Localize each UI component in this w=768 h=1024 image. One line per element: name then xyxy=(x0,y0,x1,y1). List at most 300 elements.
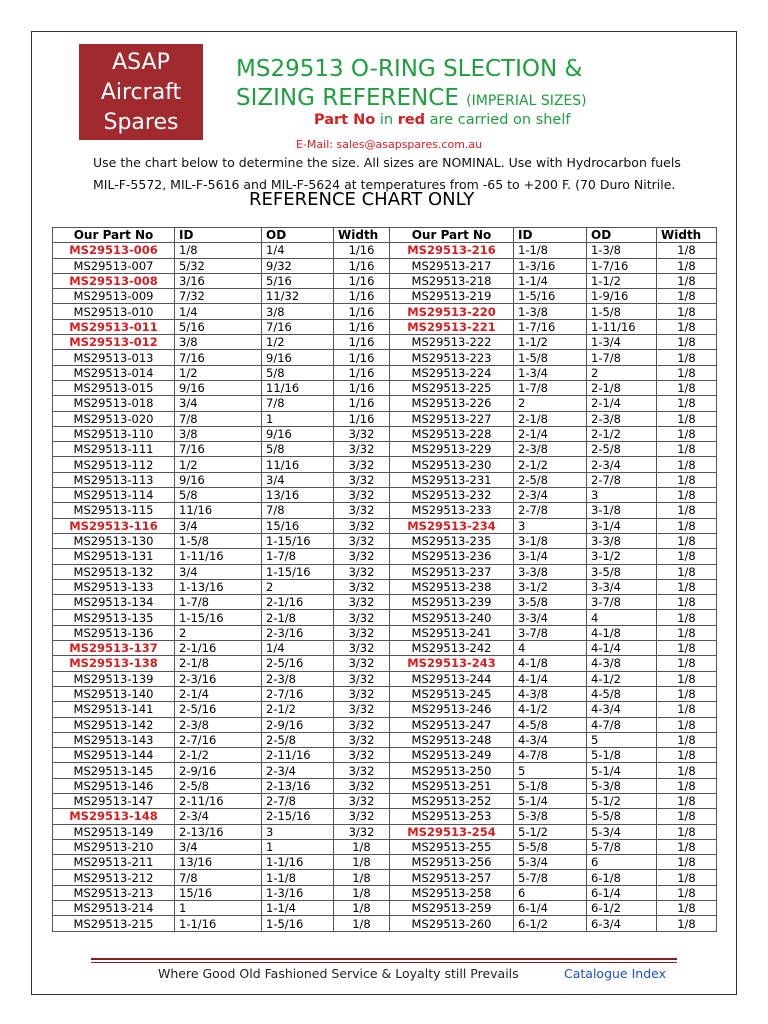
cell-od: 5/16 xyxy=(262,273,334,288)
cell-id: 1-7/16 xyxy=(514,319,587,334)
table-row xyxy=(53,732,717,747)
cell-part-no: MS29513-243 xyxy=(390,656,514,671)
cell-part-no: MS29513-241 xyxy=(390,625,514,640)
cell-part-no: MS29513-135 xyxy=(53,610,175,625)
email-line xyxy=(296,138,482,151)
cell-id: 2-9/16 xyxy=(175,763,262,778)
cell-width: 3/32 xyxy=(334,641,390,656)
cell-part-no: MS29513-138 xyxy=(53,656,175,671)
cell-od: 2-7/16 xyxy=(262,686,334,701)
cell-id: 1-5/16 xyxy=(514,289,587,304)
cell-od: 11/16 xyxy=(262,380,334,395)
cell-width: 1/8 xyxy=(657,748,717,763)
cell-od: 3 xyxy=(587,488,657,503)
table-row xyxy=(53,610,717,625)
table-row xyxy=(53,549,717,564)
cell-od: 1-7/8 xyxy=(587,350,657,365)
cell-width: 1/16 xyxy=(334,350,390,365)
cell-id: 4-7/8 xyxy=(514,748,587,763)
cell-part-no: MS29513-220 xyxy=(390,304,514,319)
table-row xyxy=(53,319,717,334)
cell-part-no: MS29513-247 xyxy=(390,717,514,732)
cell-part-no: MS29513-260 xyxy=(390,916,514,931)
cell-od: 9/16 xyxy=(262,426,334,441)
cell-width: 1/8 xyxy=(657,916,717,931)
cell-od: 1-9/16 xyxy=(587,289,657,304)
cell-id: 5-1/8 xyxy=(514,778,587,793)
cell-od: 2 xyxy=(262,579,334,594)
cell-od: 7/8 xyxy=(262,396,334,411)
cell-width: 1/8 xyxy=(657,503,717,518)
table-row xyxy=(53,304,717,319)
cell-id: 2-7/16 xyxy=(175,732,262,747)
logo-line-3: Spares xyxy=(103,110,179,135)
table-row xyxy=(53,595,717,610)
cell-id: 3/4 xyxy=(175,564,262,579)
cell-width: 3/32 xyxy=(334,488,390,503)
cell-id: 3-1/8 xyxy=(514,533,587,548)
cell-od: 2-1/16 xyxy=(262,595,334,610)
cell-width: 1/8 xyxy=(657,763,717,778)
cell-part-no: MS29513-222 xyxy=(390,335,514,350)
cell-part-no: MS29513-259 xyxy=(390,901,514,916)
cell-od: 4-1/4 xyxy=(587,641,657,656)
cell-width: 3/32 xyxy=(334,457,390,472)
cell-width: 1/8 xyxy=(334,839,390,854)
table-row xyxy=(53,778,717,793)
table-row xyxy=(53,579,717,594)
cell-id: 1/2 xyxy=(175,365,262,380)
cell-width: 3/32 xyxy=(334,702,390,717)
table-row xyxy=(53,564,717,579)
cell-part-no: MS29513-230 xyxy=(390,457,514,472)
cell-od: 3-1/2 xyxy=(587,549,657,564)
cell-id: 7/8 xyxy=(175,870,262,885)
cell-width: 1/8 xyxy=(657,472,717,487)
cell-part-no: MS29513-008 xyxy=(53,273,175,288)
cell-width: 1/8 xyxy=(334,901,390,916)
cell-part-no: MS29513-110 xyxy=(53,426,175,441)
cell-id: 6 xyxy=(514,885,587,900)
cell-id: 1-1/4 xyxy=(514,273,587,288)
cell-width: 1/8 xyxy=(657,258,717,273)
cell-width: 1/8 xyxy=(657,809,717,824)
cell-part-no: MS29513-253 xyxy=(390,809,514,824)
cell-od: 6-1/2 xyxy=(587,901,657,916)
cell-width: 1/8 xyxy=(657,732,717,747)
cell-part-no: MS29513-246 xyxy=(390,702,514,717)
cell-od: 3-3/4 xyxy=(587,579,657,594)
cell-part-no: MS29513-236 xyxy=(390,549,514,564)
cell-od: 2-7/8 xyxy=(587,472,657,487)
cell-od: 4 xyxy=(587,610,657,625)
table-row xyxy=(53,748,717,763)
cell-width: 3/32 xyxy=(334,793,390,808)
intro-text: Use the chart below to determine the size. All sizes are NOMINAL. Use with Hydrocarbon fuels MIL-F-5572, MIL-F-5616 and MIL-F-5624 at temperatures from -65 to +200 F. (70 Duro Nitrile. xyxy=(93,155,681,192)
reference-chart-heading: REFERENCE CHART ONLY xyxy=(249,189,475,210)
cell-od: 6-1/4 xyxy=(587,885,657,900)
table-row xyxy=(53,442,717,457)
shelf-in: in xyxy=(379,112,394,128)
cell-od: 2-3/8 xyxy=(262,671,334,686)
cell-od: 3/8 xyxy=(262,304,334,319)
cell-od: 6-1/8 xyxy=(587,870,657,885)
cell-part-no: MS29513-211 xyxy=(53,855,175,870)
table-row xyxy=(53,426,717,441)
cell-part-no: MS29513-249 xyxy=(390,748,514,763)
footer-rule xyxy=(91,958,677,960)
cell-id: 1-7/8 xyxy=(514,380,587,395)
cell-id: 5-1/2 xyxy=(514,824,587,839)
cell-od: 5-5/8 xyxy=(587,809,657,824)
cell-part-no: MS29513-137 xyxy=(53,641,175,656)
cell-od: 11/16 xyxy=(262,457,334,472)
cell-od: 3-3/8 xyxy=(587,533,657,548)
cell-part-no: MS29513-228 xyxy=(390,426,514,441)
cell-part-no: MS29513-142 xyxy=(53,717,175,732)
cell-id: 5/8 xyxy=(175,488,262,503)
shelf-rest: are carried on shelf xyxy=(429,112,571,128)
email-link[interactable]: sales@asapspares.com.au xyxy=(336,138,483,151)
table-row xyxy=(53,686,717,701)
cell-id: 2-3/4 xyxy=(175,809,262,824)
cell-od: 1-7/16 xyxy=(587,258,657,273)
cell-width: 1/16 xyxy=(334,365,390,380)
shelf-note xyxy=(314,112,571,128)
cell-width: 1/8 xyxy=(657,579,717,594)
cell-id: 1/8 xyxy=(175,243,262,258)
cell-id: 2-3/4 xyxy=(514,488,587,503)
cell-id: 1-13/16 xyxy=(175,579,262,594)
table-row xyxy=(53,350,717,365)
cell-id: 1 xyxy=(175,901,262,916)
cell-width: 1/8 xyxy=(334,870,390,885)
logo-line-2: Aircraft xyxy=(100,80,182,105)
cell-id: 3-3/8 xyxy=(514,564,587,579)
title-line-1: MS29513 O-RING SLECTION & xyxy=(236,56,583,82)
cell-width: 3/32 xyxy=(334,564,390,579)
table-row xyxy=(53,472,717,487)
cell-od: 2-3/8 xyxy=(587,411,657,426)
cell-id: 4-3/8 xyxy=(514,686,587,701)
cell-od: 1-15/16 xyxy=(262,564,334,579)
cell-id: 3 xyxy=(514,518,587,533)
cell-od: 3 xyxy=(262,824,334,839)
cell-od: 5-1/4 xyxy=(587,763,657,778)
cell-width: 1/8 xyxy=(657,518,717,533)
cell-id: 3-5/8 xyxy=(514,595,587,610)
table-row xyxy=(53,656,717,671)
cell-part-no: MS29513-256 xyxy=(390,855,514,870)
shelf-part-no: Part No xyxy=(314,112,376,128)
header-col-width: Width xyxy=(334,228,390,243)
table-row xyxy=(53,518,717,533)
cell-width: 1/8 xyxy=(657,273,717,288)
catalogue-index-link[interactable]: Catalogue Index xyxy=(564,966,667,981)
table-row xyxy=(53,793,717,808)
cell-width: 1/8 xyxy=(657,671,717,686)
cell-od: 1-5/8 xyxy=(587,304,657,319)
cell-od: 1-15/16 xyxy=(262,533,334,548)
cell-part-no: MS29513-216 xyxy=(390,243,514,258)
cell-part-no: MS29513-258 xyxy=(390,885,514,900)
cell-id: 4-1/2 xyxy=(514,702,587,717)
table-row xyxy=(53,855,717,870)
cell-part-no: MS29513-238 xyxy=(390,579,514,594)
cell-id: 2-1/4 xyxy=(175,686,262,701)
cell-part-no: MS29513-235 xyxy=(390,533,514,548)
table-row xyxy=(53,763,717,778)
cell-id: 2-1/2 xyxy=(175,748,262,763)
cell-od: 5/8 xyxy=(262,442,334,457)
cell-od: 3/4 xyxy=(262,472,334,487)
table-row xyxy=(53,717,717,732)
cell-od: 4-5/8 xyxy=(587,686,657,701)
cell-id: 4-1/8 xyxy=(514,656,587,671)
cell-part-no: MS29513-227 xyxy=(390,411,514,426)
cell-width: 1/8 xyxy=(334,916,390,931)
cell-od: 1-3/16 xyxy=(262,885,334,900)
cell-part-no: MS29513-015 xyxy=(53,380,175,395)
cell-od: 6 xyxy=(587,855,657,870)
cell-id: 1/2 xyxy=(175,457,262,472)
cell-id: 2-13/16 xyxy=(175,824,262,839)
cell-part-no: MS29513-218 xyxy=(390,273,514,288)
cell-width: 1/16 xyxy=(334,289,390,304)
cell-part-no: MS29513-146 xyxy=(53,778,175,793)
cell-part-no: MS29513-231 xyxy=(390,472,514,487)
cell-width: 3/32 xyxy=(334,503,390,518)
cell-od: 2-3/16 xyxy=(262,625,334,640)
cell-part-no: MS29513-229 xyxy=(390,442,514,457)
cell-part-no: MS29513-014 xyxy=(53,365,175,380)
cell-width: 1/8 xyxy=(657,335,717,350)
cell-width: 1/8 xyxy=(657,656,717,671)
cell-id: 2-1/8 xyxy=(514,411,587,426)
cell-part-no: MS29513-242 xyxy=(390,641,514,656)
cell-od: 3-7/8 xyxy=(587,595,657,610)
cell-width: 3/32 xyxy=(334,533,390,548)
cell-width: 3/32 xyxy=(334,686,390,701)
cell-part-no: MS29513-214 xyxy=(53,901,175,916)
cell-width: 3/32 xyxy=(334,595,390,610)
header-col-width-2: Width xyxy=(657,228,717,243)
cell-od: 2-11/16 xyxy=(262,748,334,763)
cell-id: 2-7/8 xyxy=(514,503,587,518)
header-col-part-no-2: Our Part No xyxy=(390,228,514,243)
cell-id: 7/32 xyxy=(175,289,262,304)
header-col-id: ID xyxy=(175,228,262,243)
table-row xyxy=(53,335,717,350)
cell-width: 1/8 xyxy=(334,885,390,900)
cell-width: 1/16 xyxy=(334,411,390,426)
company-logo xyxy=(79,44,203,140)
table-row xyxy=(53,457,717,472)
cell-part-no: MS29513-007 xyxy=(53,258,175,273)
cell-width: 3/32 xyxy=(334,717,390,732)
table-row xyxy=(53,641,717,656)
cell-id: 2-1/16 xyxy=(175,641,262,656)
cell-width: 3/32 xyxy=(334,426,390,441)
cell-od: 7/8 xyxy=(262,503,334,518)
cell-part-no: MS29513-219 xyxy=(390,289,514,304)
table-row xyxy=(53,916,717,931)
cell-width: 1/8 xyxy=(657,457,717,472)
cell-id: 3-1/4 xyxy=(514,549,587,564)
cell-id: 6-1/2 xyxy=(514,916,587,931)
logo-line-1: ASAP xyxy=(112,50,170,75)
cell-od: 2-1/8 xyxy=(587,380,657,395)
cell-width: 1/8 xyxy=(657,901,717,916)
cell-od: 7/16 xyxy=(262,319,334,334)
cell-part-no: MS29513-018 xyxy=(53,396,175,411)
cell-id: 5-3/4 xyxy=(514,855,587,870)
shelf-red: red xyxy=(397,112,426,128)
cell-part-no: MS29513-250 xyxy=(390,763,514,778)
cell-part-no: MS29513-111 xyxy=(53,442,175,457)
cell-id: 9/16 xyxy=(175,472,262,487)
cell-part-no: MS29513-145 xyxy=(53,763,175,778)
cell-od: 4-3/4 xyxy=(587,702,657,717)
cell-id: 2 xyxy=(175,625,262,640)
cell-id: 1-3/16 xyxy=(514,258,587,273)
cell-part-no: MS29513-114 xyxy=(53,488,175,503)
cell-id: 2-1/4 xyxy=(514,426,587,441)
cell-part-no: MS29513-130 xyxy=(53,533,175,548)
cell-id: 1-7/8 xyxy=(175,595,262,610)
cell-id: 3/8 xyxy=(175,335,262,350)
cell-part-no: MS29513-136 xyxy=(53,625,175,640)
table-row xyxy=(53,243,717,258)
cell-id: 1-1/16 xyxy=(175,916,262,931)
cell-width: 3/32 xyxy=(334,442,390,457)
cell-od: 3-1/4 xyxy=(587,518,657,533)
cell-part-no: MS29513-232 xyxy=(390,488,514,503)
cell-id: 1-1/2 xyxy=(514,335,587,350)
table-row xyxy=(53,870,717,885)
cell-id: 6-1/4 xyxy=(514,901,587,916)
cell-od: 4-7/8 xyxy=(587,717,657,732)
cell-part-no: MS29513-143 xyxy=(53,732,175,747)
cell-width: 1/8 xyxy=(657,380,717,395)
cell-od: 1-7/8 xyxy=(262,549,334,564)
footer-rule-thin xyxy=(91,962,677,963)
cell-width: 3/32 xyxy=(334,732,390,747)
cell-id: 4-5/8 xyxy=(514,717,587,732)
cell-width: 3/32 xyxy=(334,809,390,824)
cell-part-no: MS29513-239 xyxy=(390,595,514,610)
cell-width: 1/8 xyxy=(657,824,717,839)
cell-part-no: MS29513-234 xyxy=(390,518,514,533)
cell-width: 1/8 xyxy=(657,564,717,579)
cell-id: 11/16 xyxy=(175,503,262,518)
cell-part-no: MS29513-148 xyxy=(53,809,175,824)
cell-id: 7/16 xyxy=(175,350,262,365)
table-row xyxy=(53,411,717,426)
cell-width: 1/8 xyxy=(657,396,717,411)
table-row xyxy=(53,273,717,288)
table-row xyxy=(53,671,717,686)
cell-width: 1/8 xyxy=(657,641,717,656)
cell-width: 1/16 xyxy=(334,319,390,334)
cell-part-no: MS29513-133 xyxy=(53,579,175,594)
cell-width: 3/32 xyxy=(334,518,390,533)
cell-width: 3/32 xyxy=(334,549,390,564)
header-col-id-2: ID xyxy=(514,228,587,243)
cell-width: 1/8 xyxy=(657,793,717,808)
cell-width: 1/16 xyxy=(334,335,390,350)
cell-id: 4 xyxy=(514,641,587,656)
cell-od: 5-1/8 xyxy=(587,748,657,763)
cell-od: 2-7/8 xyxy=(262,793,334,808)
table-row xyxy=(53,289,717,304)
cell-od: 1-1/2 xyxy=(587,273,657,288)
cell-id: 1-11/16 xyxy=(175,549,262,564)
cell-part-no: MS29513-011 xyxy=(53,319,175,334)
cell-od: 1-5/16 xyxy=(262,916,334,931)
cell-width: 1/8 xyxy=(657,350,717,365)
cell-part-no: MS29513-009 xyxy=(53,289,175,304)
cell-id: 5-1/4 xyxy=(514,793,587,808)
cell-part-no: MS29513-224 xyxy=(390,365,514,380)
cell-id: 3/8 xyxy=(175,426,262,441)
cell-id: 13/16 xyxy=(175,855,262,870)
cell-od: 1/4 xyxy=(262,641,334,656)
page-title xyxy=(236,55,696,116)
cell-part-no: MS29513-149 xyxy=(53,824,175,839)
cell-id: 3/16 xyxy=(175,273,262,288)
cell-width: 1/8 xyxy=(657,610,717,625)
cell-od: 1-3/8 xyxy=(587,243,657,258)
cell-od: 11/32 xyxy=(262,289,334,304)
cell-width: 3/32 xyxy=(334,778,390,793)
cell-part-no: MS29513-112 xyxy=(53,457,175,472)
cell-part-no: MS29513-144 xyxy=(53,748,175,763)
cell-width: 1/16 xyxy=(334,304,390,319)
cell-width: 1/8 xyxy=(657,625,717,640)
cell-width: 1/8 xyxy=(657,304,717,319)
cell-part-no: MS29513-210 xyxy=(53,839,175,854)
cell-part-no: MS29513-131 xyxy=(53,549,175,564)
cell-part-no: MS29513-132 xyxy=(53,564,175,579)
cell-od: 6-3/4 xyxy=(587,916,657,931)
cell-id: 7/8 xyxy=(175,411,262,426)
cell-od: 5/8 xyxy=(262,365,334,380)
cell-part-no: MS29513-010 xyxy=(53,304,175,319)
cell-id: 15/16 xyxy=(175,885,262,900)
table-header-row xyxy=(53,228,717,243)
cell-width: 1/16 xyxy=(334,380,390,395)
email-label: E-Mail: xyxy=(296,138,333,151)
cell-id: 7/16 xyxy=(175,442,262,457)
cell-width: 3/32 xyxy=(334,671,390,686)
cell-id: 5/16 xyxy=(175,319,262,334)
footer-slogan: Where Good Old Fashioned Service & Loyalty still Prevails xyxy=(158,966,519,981)
cell-part-no: MS29513-221 xyxy=(390,319,514,334)
cell-width: 3/32 xyxy=(334,824,390,839)
title-main: SIZING REFERENCE xyxy=(236,85,459,111)
cell-od: 1-1/8 xyxy=(262,870,334,885)
cell-part-no: MS29513-223 xyxy=(390,350,514,365)
cell-width: 1/16 xyxy=(334,396,390,411)
cell-od: 2-1/8 xyxy=(262,610,334,625)
cell-od: 5-1/2 xyxy=(587,793,657,808)
cell-width: 1/8 xyxy=(657,778,717,793)
cell-od: 5-3/8 xyxy=(587,778,657,793)
cell-width: 1/8 xyxy=(657,870,717,885)
cell-od: 2-1/4 xyxy=(587,396,657,411)
cell-part-no: MS29513-212 xyxy=(53,870,175,885)
